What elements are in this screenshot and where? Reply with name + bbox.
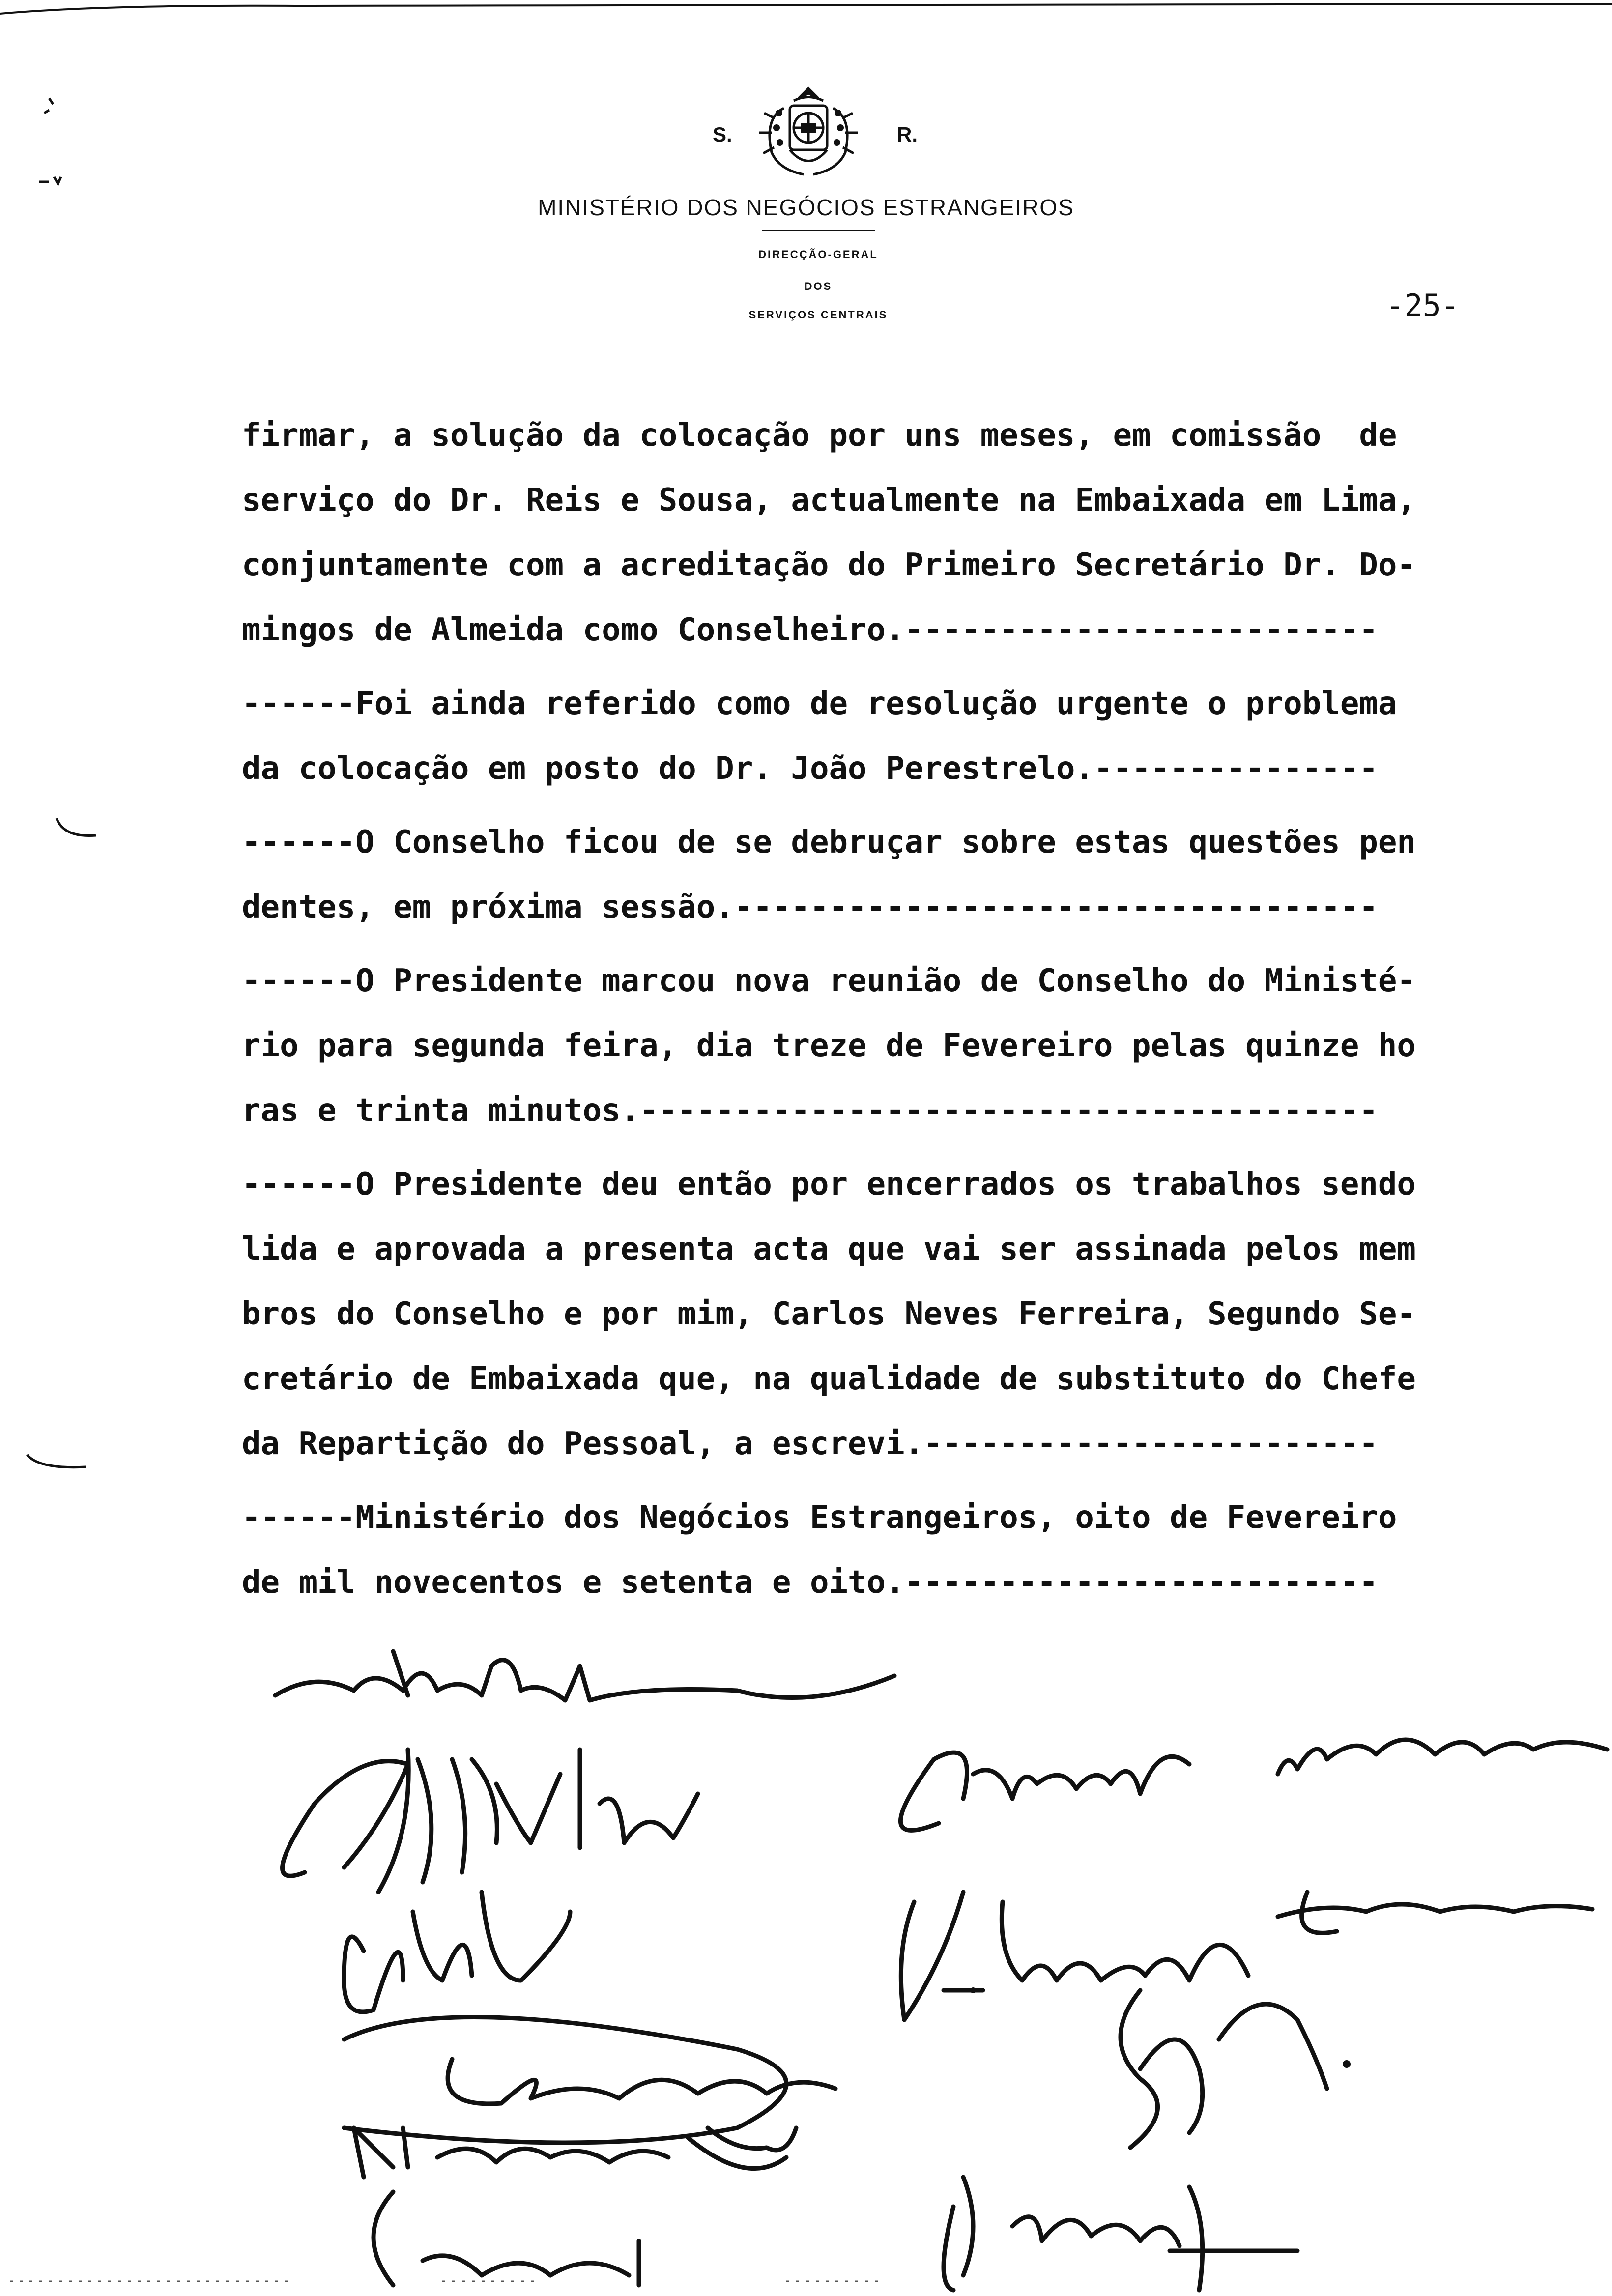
body-line: ------O Conselho ficou de se debruçar sobre estas questões pen xyxy=(242,824,1416,861)
letterhead-left-initial: S. xyxy=(713,123,732,146)
scan-noise-line xyxy=(0,2275,1612,2285)
directorate-line: DIRECÇÃO-GERAL xyxy=(758,248,878,260)
body-line: conjuntamente com a acreditação do Primeiro Secretário Dr. Do- xyxy=(242,547,1416,583)
signature-5 xyxy=(344,1892,786,2143)
body-line: ------Foi ainda referido como de resolução urgente o problema xyxy=(242,686,1397,722)
signature-1 xyxy=(275,1651,894,1700)
ministry-name: MINISTÉRIO DOS NEGÓCIOS ESTRANGEIROS xyxy=(538,195,1074,220)
body-line: lida e aprovada a presenta acta que vai ser assinada pelos mem xyxy=(242,1231,1416,1267)
central-services-line: SERVIÇOS CENTRAIS xyxy=(748,309,888,321)
body-line: firmar, a solução da colocação por uns meses, em comissão de xyxy=(242,417,1397,454)
body-line: serviço do Dr. Reis e Sousa, actualmente na Embaixada em Lima, xyxy=(242,482,1416,518)
body-line: mingos de Almeida como Conselheiro.------------------------- xyxy=(242,612,1378,648)
body-line: de mil novecentos e setenta e oito.------------------------- xyxy=(242,1564,1378,1601)
directorate-line-dos: DOS xyxy=(804,280,833,292)
body-line: ------Ministério dos Negócios Estrangeiros, oito de Fevereiro xyxy=(242,1499,1397,1536)
body-line: rio para segunda feira, dia treze de Fevereiro pelas quinze ho xyxy=(242,1028,1416,1064)
body-line: da colocação em posto do Dr. João Perestrelo.--------------- xyxy=(242,750,1378,787)
top-border-line xyxy=(0,0,1612,15)
coat-of-arms-icon xyxy=(749,79,867,182)
signatures-block xyxy=(0,1636,1612,2296)
margin-marks xyxy=(34,84,74,211)
body-line: dentes, em próxima sessão.---------------------------------- xyxy=(242,889,1378,925)
margin-tick-mark-2 xyxy=(25,1450,88,1479)
body-line: ------O Presidente marcou nova reunião de Conselho do Ministé- xyxy=(242,963,1416,999)
minutes-body xyxy=(242,403,1510,1615)
signature-12 xyxy=(374,2192,639,2285)
body-line: da Repartição do Pessoal, a escrevi.------------------------ xyxy=(242,1426,1378,1462)
signature-4 xyxy=(1278,1740,1607,1774)
body-line: ras e trinta minutos.--------------------------------------- xyxy=(242,1092,1378,1129)
signature-6 xyxy=(901,1892,1248,2020)
page-number: -25- xyxy=(1386,287,1460,323)
letterhead-right-initial: R. xyxy=(897,123,918,146)
margin-tick-mark xyxy=(54,816,98,845)
signature-10 xyxy=(1121,1990,1327,2148)
signature-3 xyxy=(900,1752,1189,1830)
body-line: cretário de Embaixada que, na qualidade de substituto do Chefe xyxy=(242,1361,1416,1397)
signature-2 xyxy=(283,1750,698,1892)
signature-7 xyxy=(1278,1892,1592,1933)
body-line: bros do Conselho e por mim, Carlos Neves Ferreira, Segundo Se- xyxy=(242,1296,1416,1332)
letterhead xyxy=(501,74,1111,329)
signature-11 xyxy=(944,2177,1297,2290)
ministry-divider xyxy=(762,230,875,231)
body-line: ------O Presidente deu então por encerrados os trabalhos sendo xyxy=(242,1166,1416,1203)
